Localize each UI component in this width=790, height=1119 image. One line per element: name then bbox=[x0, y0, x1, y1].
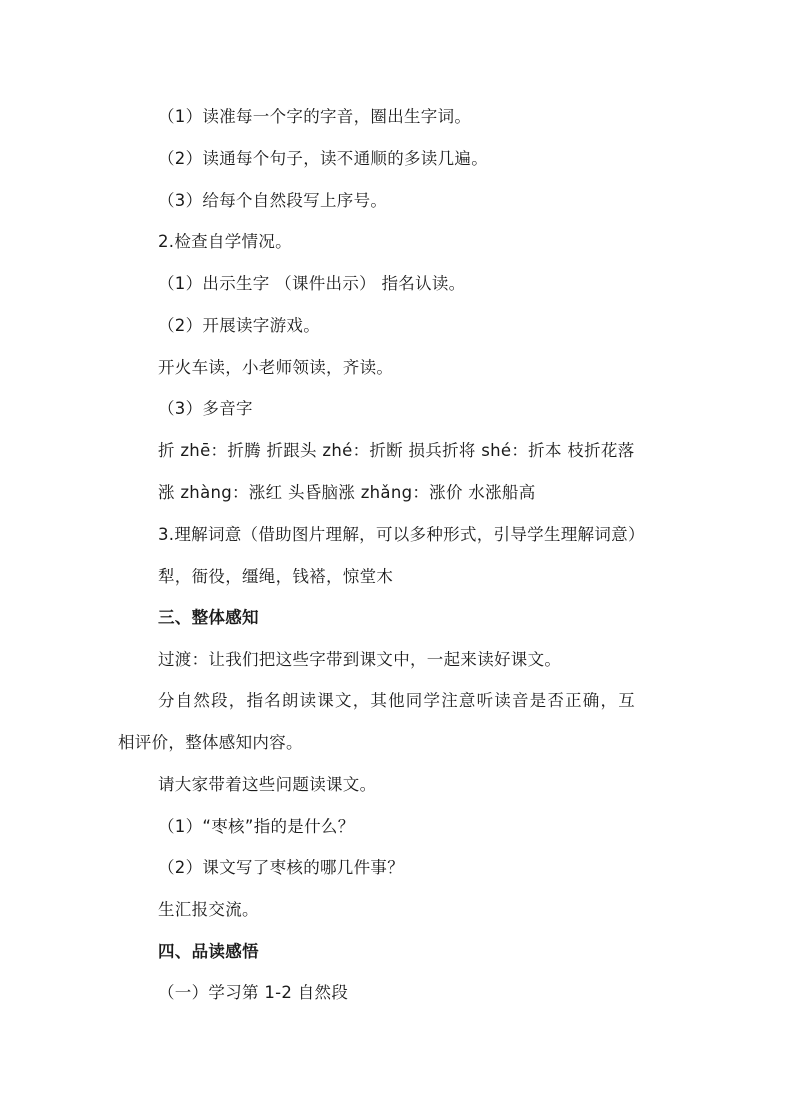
text-line: 3.理解词意（借助图片理解，可以多种形式，引导学生理解词意） bbox=[158, 525, 645, 544]
text-line: （1）出示生字 （课件出示） 指名认读。 bbox=[158, 274, 466, 293]
text-line: 过渡：让我们把这些字带到课文中，一起来读好课文。 bbox=[158, 650, 562, 669]
text-line: 涨 zhàng：涨红 头昏脑涨 zhǎng：涨价 水涨船高 bbox=[158, 483, 536, 502]
text-line: （2）开展读字游戏。 bbox=[158, 316, 320, 335]
text-line: 生汇报交流。 bbox=[158, 900, 259, 919]
text-line: （2）课文写了枣核的哪几件事？ bbox=[158, 858, 404, 877]
text-line: 2.检查自学情况。 bbox=[158, 232, 292, 251]
text-line: （1）“枣核”指的是什么？ bbox=[158, 817, 355, 836]
text-line: 相评价，整体感知内容。 bbox=[118, 733, 303, 752]
text-line: 请大家带着这些问题读课文。 bbox=[158, 775, 377, 794]
section-heading: 三、整体感知 bbox=[158, 608, 259, 627]
text-line: 折 zhē：折腾 折跟头 zhé：折断 损兵折将 shé：折本 枝折花落 bbox=[158, 441, 635, 460]
text-line: （3）给每个自然段写上序号。 bbox=[158, 191, 388, 210]
text-line: （一）学习第 1-2 自然段 bbox=[158, 983, 349, 1002]
text-line: 犁，衙役，缰绳，钱褡，惊堂木 bbox=[158, 567, 394, 586]
text-line: （1）读准每一个字的字音，圈出生字词。 bbox=[158, 107, 472, 126]
text-line: 开火车读，小老师领读，齐读。 bbox=[158, 358, 394, 377]
text-line: （3）多音字 bbox=[158, 399, 253, 418]
text-line: （2）读通每个句子，读不通顺的多读几遍。 bbox=[158, 149, 488, 168]
section-heading: 四、品读感悟 bbox=[158, 942, 259, 961]
text-line: 分自然段，指名朗读课文，其他同学注意听读音是否正确，互 bbox=[158, 691, 636, 710]
